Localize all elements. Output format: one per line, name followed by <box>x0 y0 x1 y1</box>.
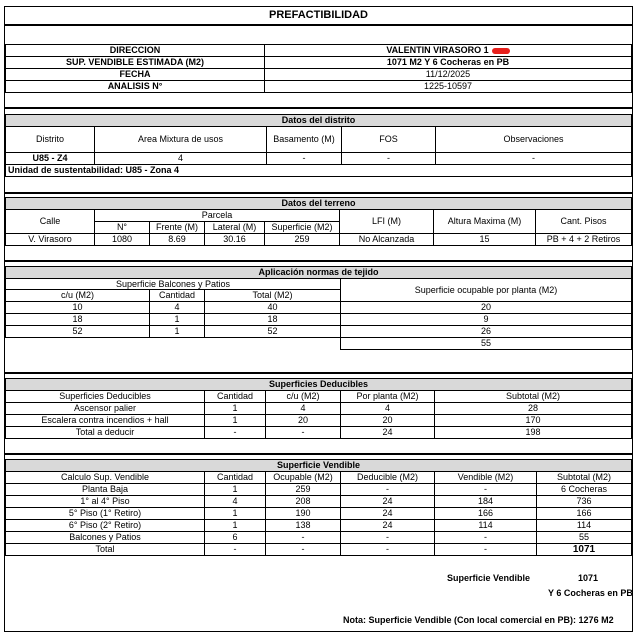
header-info-table <box>5 44 632 93</box>
ocupable-header: Ocupable (M2) <box>266 472 341 484</box>
terreno-title: Datos del terreno <box>6 198 632 210</box>
cantidad-header: Cantidad <box>205 391 266 403</box>
deducibles-block <box>4 373 633 454</box>
lateral-header: Lateral (M) <box>205 222 265 234</box>
cantidad-value: 1 <box>205 484 266 496</box>
cantidad-value: - <box>205 544 266 556</box>
cantidad-value: 4 <box>150 302 205 314</box>
table-row <box>6 496 632 508</box>
ocupable-value: 26 <box>341 326 632 338</box>
total-header: Total (M2) <box>205 290 341 302</box>
subtotal-value: 114 <box>537 520 632 532</box>
table-row <box>6 484 632 496</box>
basamento-value: - <box>267 153 342 165</box>
cantidad-header: Cantidad <box>150 290 205 302</box>
terreno-table <box>5 197 632 246</box>
ocupable-header: Superficie ocupable por planta (M2) <box>341 279 632 302</box>
fos-value: - <box>342 153 436 165</box>
ocupable-value: 259 <box>266 484 341 496</box>
distrito-value: U85 - Z4 <box>6 153 95 165</box>
vendible-value: 114 <box>435 520 537 532</box>
total-value: 18 <box>205 314 341 326</box>
vendible-value: 166 <box>435 508 537 520</box>
por-planta-value: 20 <box>341 415 435 427</box>
cu-header: c/u (M2) <box>266 391 341 403</box>
superficie-value: 259 <box>265 234 340 246</box>
parcela-header: Parcela <box>95 210 340 222</box>
table-row <box>6 415 632 427</box>
cantidad-value: 1 <box>205 508 266 520</box>
direccion-value <box>265 45 632 57</box>
row-label: Balcones y Patios <box>6 532 205 544</box>
cantidad-value: 1 <box>205 403 266 415</box>
row-label: Planta Baja <box>6 484 205 496</box>
direccion-text: VALENTIN VIRASORO 1 <box>386 45 489 55</box>
vendible-header: Vendible (M2) <box>435 472 537 484</box>
cu-value: 10 <box>6 302 150 314</box>
cu-value: - <box>266 427 341 439</box>
tejido-title: Aplicación normas de tejido <box>6 267 632 279</box>
cantidad-value: 1 <box>205 415 266 427</box>
row-label: 1° al 4° Piso <box>6 496 205 508</box>
tejido-spacer <box>6 338 341 350</box>
cu-value: 18 <box>6 314 150 326</box>
fos-header: FOS <box>342 127 436 153</box>
page-title: PREFACTIBILIDAD <box>5 7 633 25</box>
subtotal-value: 170 <box>435 415 632 427</box>
cantidad-value: 1 <box>150 326 205 338</box>
tejido-table <box>5 266 632 350</box>
pisos-header: Cant. Pisos <box>536 210 632 234</box>
analisis-value: 1225-10597 <box>265 81 632 93</box>
subtotal-value: 736 <box>537 496 632 508</box>
total-subtotal-value: 1071 <box>537 544 632 556</box>
nota-text: Nota: Superficie Vendible (Con local comercial en PB): 1276 M2 <box>343 615 614 625</box>
deducibles-table <box>5 378 632 439</box>
subtotal-value: 28 <box>435 403 632 415</box>
fecha-label: FECHA <box>6 69 265 81</box>
deducible-header: Deducible (M2) <box>341 472 435 484</box>
table-row <box>6 508 632 520</box>
altura-header: Altura Maxima (M) <box>434 210 536 234</box>
vendible-block <box>4 454 633 632</box>
subtotal-value: 6 Cocheras <box>537 484 632 496</box>
row-label: Ascensor palier <box>6 403 205 415</box>
title-block <box>4 6 633 25</box>
table-row <box>6 520 632 532</box>
ocupable-value: 208 <box>266 496 341 508</box>
lfi-value: No Alcanzada <box>340 234 434 246</box>
mixtura-value: 4 <box>95 153 267 165</box>
observaciones-header: Observaciones <box>436 127 632 153</box>
cantidad-value: - <box>205 427 266 439</box>
superficie-header: Superficie (M2) <box>265 222 340 234</box>
pisos-value: PB + 4 + 2 Retiros <box>536 234 632 246</box>
por-planta-value: 4 <box>341 403 435 415</box>
subtotal-header: Subtotal (M2) <box>435 391 632 403</box>
por-planta-header: Por planta (M2) <box>341 391 435 403</box>
frente-header: Frente (M) <box>150 222 205 234</box>
summary-label: Superficie Vendible <box>447 573 531 583</box>
cu-header: c/u (M2) <box>6 290 150 302</box>
calle-value: V. Virasoro <box>6 234 95 246</box>
basamento-header: Basamento (M) <box>267 127 342 153</box>
vendible-title: Superficie Vendible <box>6 460 632 472</box>
subtotal-header: Subtotal (M2) <box>537 472 632 484</box>
calculo-header: Calculo Sup. Vendible <box>6 472 205 484</box>
sup-vendible-label: SUP. VENDIBLE ESTIMADA (M2) <box>6 57 265 69</box>
distrito-header: Distrito <box>6 127 95 153</box>
distrito-title: Datos del distrito <box>6 115 632 127</box>
cantidad-value: 1 <box>205 520 266 532</box>
ocupable-value: 190 <box>266 508 341 520</box>
altura-value: 15 <box>434 234 536 246</box>
cantidad-value: 1 <box>150 314 205 326</box>
cu-value: 20 <box>266 415 341 427</box>
subtotal-value: 55 <box>537 532 632 544</box>
sup-vendible-value: 1071 M2 Y 6 Cocheras en PB <box>265 57 632 69</box>
cantidad-header: Cantidad <box>205 472 266 484</box>
row-label: 6° Piso (2° Retiro) <box>6 520 205 532</box>
mixtura-header: Area Mixtura de usos <box>95 127 267 153</box>
numero-header: N° <box>95 222 150 234</box>
total-value: 40 <box>205 302 341 314</box>
subtotal-value: 198 <box>435 427 632 439</box>
ocupable-value: - <box>266 544 341 556</box>
deducible-value: 24 <box>341 508 435 520</box>
balcones-header: Superficie Balcones y Patios <box>6 279 341 290</box>
table-row <box>6 326 632 338</box>
terreno-block <box>4 193 633 261</box>
vendible-value: - <box>435 484 537 496</box>
deducible-value: 24 <box>341 496 435 508</box>
distrito-block <box>4 108 633 193</box>
tejido-block <box>4 261 633 373</box>
table-row <box>6 314 632 326</box>
ocupable-value: - <box>266 532 341 544</box>
ocupable-value: 9 <box>341 314 632 326</box>
deducible-value: - <box>341 532 435 544</box>
numero-value: 1080 <box>95 234 150 246</box>
calle-header: Calle <box>6 210 95 234</box>
cu-value: 4 <box>266 403 341 415</box>
ocupable-total: 55 <box>341 338 632 350</box>
vendible-value: 184 <box>435 496 537 508</box>
cocheras-note: Y 6 Cocheras en PB <box>548 588 633 598</box>
table-row <box>6 427 632 439</box>
deducibles-title: Superficies Deducibles <box>6 379 632 391</box>
fecha-value: 11/12/2025 <box>265 69 632 81</box>
summary-value: 1071 <box>578 573 599 583</box>
vendible-table <box>5 459 632 556</box>
cantidad-value: 4 <box>205 496 266 508</box>
por-planta-value: 24 <box>341 427 435 439</box>
total-value: 52 <box>205 326 341 338</box>
total-row <box>6 544 632 556</box>
table-row <box>6 302 632 314</box>
ocupable-value: 20 <box>341 302 632 314</box>
direccion-label: DIRECCION <box>6 45 265 57</box>
sustentabilidad-note: Unidad de sustentabilidad: U85 - Zona 4 <box>6 165 632 177</box>
analisis-label: ANALISIS N° <box>6 81 265 93</box>
table-row <box>6 403 632 415</box>
prefactibilidad-sheet <box>4 6 633 632</box>
vendible-value: - <box>435 544 537 556</box>
deducible-value: - <box>341 484 435 496</box>
deducible-value: - <box>341 544 435 556</box>
lateral-value: 30.16 <box>205 234 265 246</box>
subtotal-value: 166 <box>537 508 632 520</box>
cu-value: 52 <box>6 326 150 338</box>
row-label: Escalera contra incendios + hall <box>6 415 205 427</box>
row-label: 5° Piso (1° Retiro) <box>6 508 205 520</box>
distrito-table <box>5 114 632 177</box>
deducibles-header: Superficies Deducibles <box>6 391 205 403</box>
ocupable-value: 138 <box>266 520 341 532</box>
vendible-value: - <box>435 532 537 544</box>
cantidad-value: 6 <box>205 532 266 544</box>
total-label: Total <box>6 544 205 556</box>
table-row <box>6 532 632 544</box>
observaciones-value: - <box>436 153 632 165</box>
lfi-header: LFI (M) <box>340 210 434 234</box>
redaction-mark <box>492 48 510 54</box>
deducible-value: 24 <box>341 520 435 532</box>
frente-value: 8.69 <box>150 234 205 246</box>
header-info-block <box>4 25 633 108</box>
row-label: Total a deducir <box>6 427 205 439</box>
